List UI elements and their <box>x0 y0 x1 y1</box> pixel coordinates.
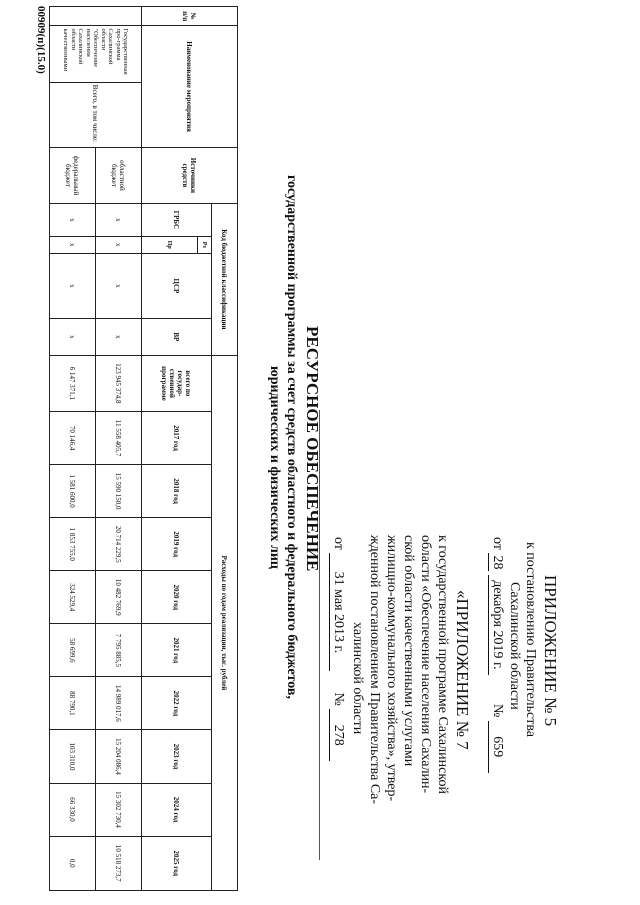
document-number: 659 <box>488 721 506 773</box>
header-year-2023: 2023 год <box>142 730 212 783</box>
row2-vr: x <box>50 318 96 355</box>
row1-grbs: x <box>96 204 142 236</box>
row2-2024: 66 330,0 <box>50 783 96 836</box>
appendix7-title: «ПРИЛОЖЕНИЕ № 7 <box>453 590 472 750</box>
row1-2021: 7 795 885,5 <box>96 624 142 677</box>
header-total: всего по государ-ственной программе <box>142 355 212 411</box>
header-source: Источники средств <box>142 147 238 203</box>
header-vr: ВР <box>142 318 212 355</box>
header-no: № п/п <box>142 7 238 26</box>
row1-2020: 10 482 769,9 <box>96 571 142 624</box>
appendix7-line6: халинской области <box>350 622 365 735</box>
row-no <box>50 7 142 26</box>
row1-total: 123 945 374,8 <box>96 355 142 411</box>
header-budget-code: Код бюджетной классификации <box>212 204 238 356</box>
header-year-2022: 2022 год <box>142 677 212 730</box>
resource-table <box>49 6 238 891</box>
row1-vr: x <box>96 318 142 355</box>
row2-rzpr: x <box>50 236 96 253</box>
header-pr: Пр <box>142 236 198 253</box>
all-label: Всего, в том числе: <box>50 82 142 147</box>
appendix5-title: ПРИЛОЖЕНИЕ № 5 <box>541 575 560 727</box>
program-name: Государственная про-грамма Сахалинской области "Обеспечение населения Сахалинской области качественными <box>50 26 142 82</box>
document-subtitle-line2: юридических и физических лиц <box>267 366 282 569</box>
row2-csr: x <box>50 253 96 318</box>
header-year-2024: 2024 год <box>142 783 212 836</box>
row2-2019: 1 853 755,0 <box>50 518 96 571</box>
row1-2023: 15 204 086,4 <box>96 730 142 783</box>
appendix7-line2: области «Обеспечение населения Сахалин- <box>418 535 433 794</box>
appendix7-line1: к государственной программе Сахалинской <box>435 535 450 794</box>
row1-2018: 15 590 150,0 <box>96 465 142 518</box>
row2-total: 6 147 371,1 <box>50 355 96 411</box>
document-number2: 278 <box>329 709 347 761</box>
document-subtitle-line1: государственной программы за счет средств областного и федерального бюджетов, <box>284 175 299 699</box>
header-grbs: ГРБС <box>142 204 212 236</box>
row1-rzpr: x <box>96 236 142 253</box>
row1-source: областной бюджет <box>96 147 142 203</box>
header-expenses: Расходы по годам реализации, тыс. рублей <box>212 355 238 890</box>
header-year-2020: 2020 год <box>142 571 212 624</box>
appendix5-date-line <box>488 537 506 773</box>
row1-2025: 10 518 273,7 <box>96 836 142 890</box>
date-prefix: от <box>490 537 505 550</box>
appendix7-line3: ской области качественными услугами <box>401 535 416 767</box>
row2-2020: 324 529,4 <box>50 571 96 624</box>
header-year-2017: 2017 год <box>142 412 212 465</box>
footer-code: 00909(п)(15.0) <box>35 6 47 74</box>
date-month-year: декабря 2019 г. <box>488 575 506 675</box>
document-title: РЕСУРСНОЕ ОБЕСПЕЧЕНИЕ <box>303 326 322 572</box>
header-rz: Рз <box>198 236 212 253</box>
row2-2025: 0,0 <box>50 836 96 890</box>
number-sign: № <box>490 703 505 718</box>
appendix5-line1: к постановлению Правительства <box>523 542 538 738</box>
header-year-2019: 2019 год <box>142 518 212 571</box>
number2-sign: № <box>331 692 346 706</box>
header-year-2018: 2018 год <box>142 465 212 518</box>
row1-2019: 20 714 229,5 <box>96 518 142 571</box>
date2: 31 мая 2013 г. <box>329 553 347 671</box>
row2-2022: 88 790,1 <box>50 677 96 730</box>
header-year-2021: 2021 год <box>142 624 212 677</box>
row2-grbs: x <box>50 204 96 236</box>
header-csr: ЦСР <box>142 253 212 318</box>
date-day: 28 <box>490 555 505 570</box>
row2-source: федеральный бюджет <box>50 147 96 203</box>
header-name: Наименование мероприятия <box>142 26 238 147</box>
row1-csr: x <box>96 253 142 318</box>
appendix7-date-line <box>329 537 347 761</box>
appendix5-line2: Сахалинской области <box>507 582 522 710</box>
row2-2017: 70 146,4 <box>50 412 96 465</box>
appendix7-line5: жденной постановлением Правительства Са- <box>367 535 382 805</box>
row1-2022: 14 989 017,6 <box>96 677 142 730</box>
row1-2017: 11 558 405,7 <box>96 412 142 465</box>
row2-2023: 103 310,0 <box>50 730 96 783</box>
appendix7-line4: жилищно-коммунального хозяйства», утвер- <box>384 535 399 802</box>
header-year-2025: 2025 год <box>142 836 212 890</box>
row2-2021: 58 699,6 <box>50 624 96 677</box>
date2-prefix: от <box>331 537 346 550</box>
row1-2024: 15 302 730,4 <box>96 783 142 836</box>
row2-2018: 1 581 600,0 <box>50 465 96 518</box>
